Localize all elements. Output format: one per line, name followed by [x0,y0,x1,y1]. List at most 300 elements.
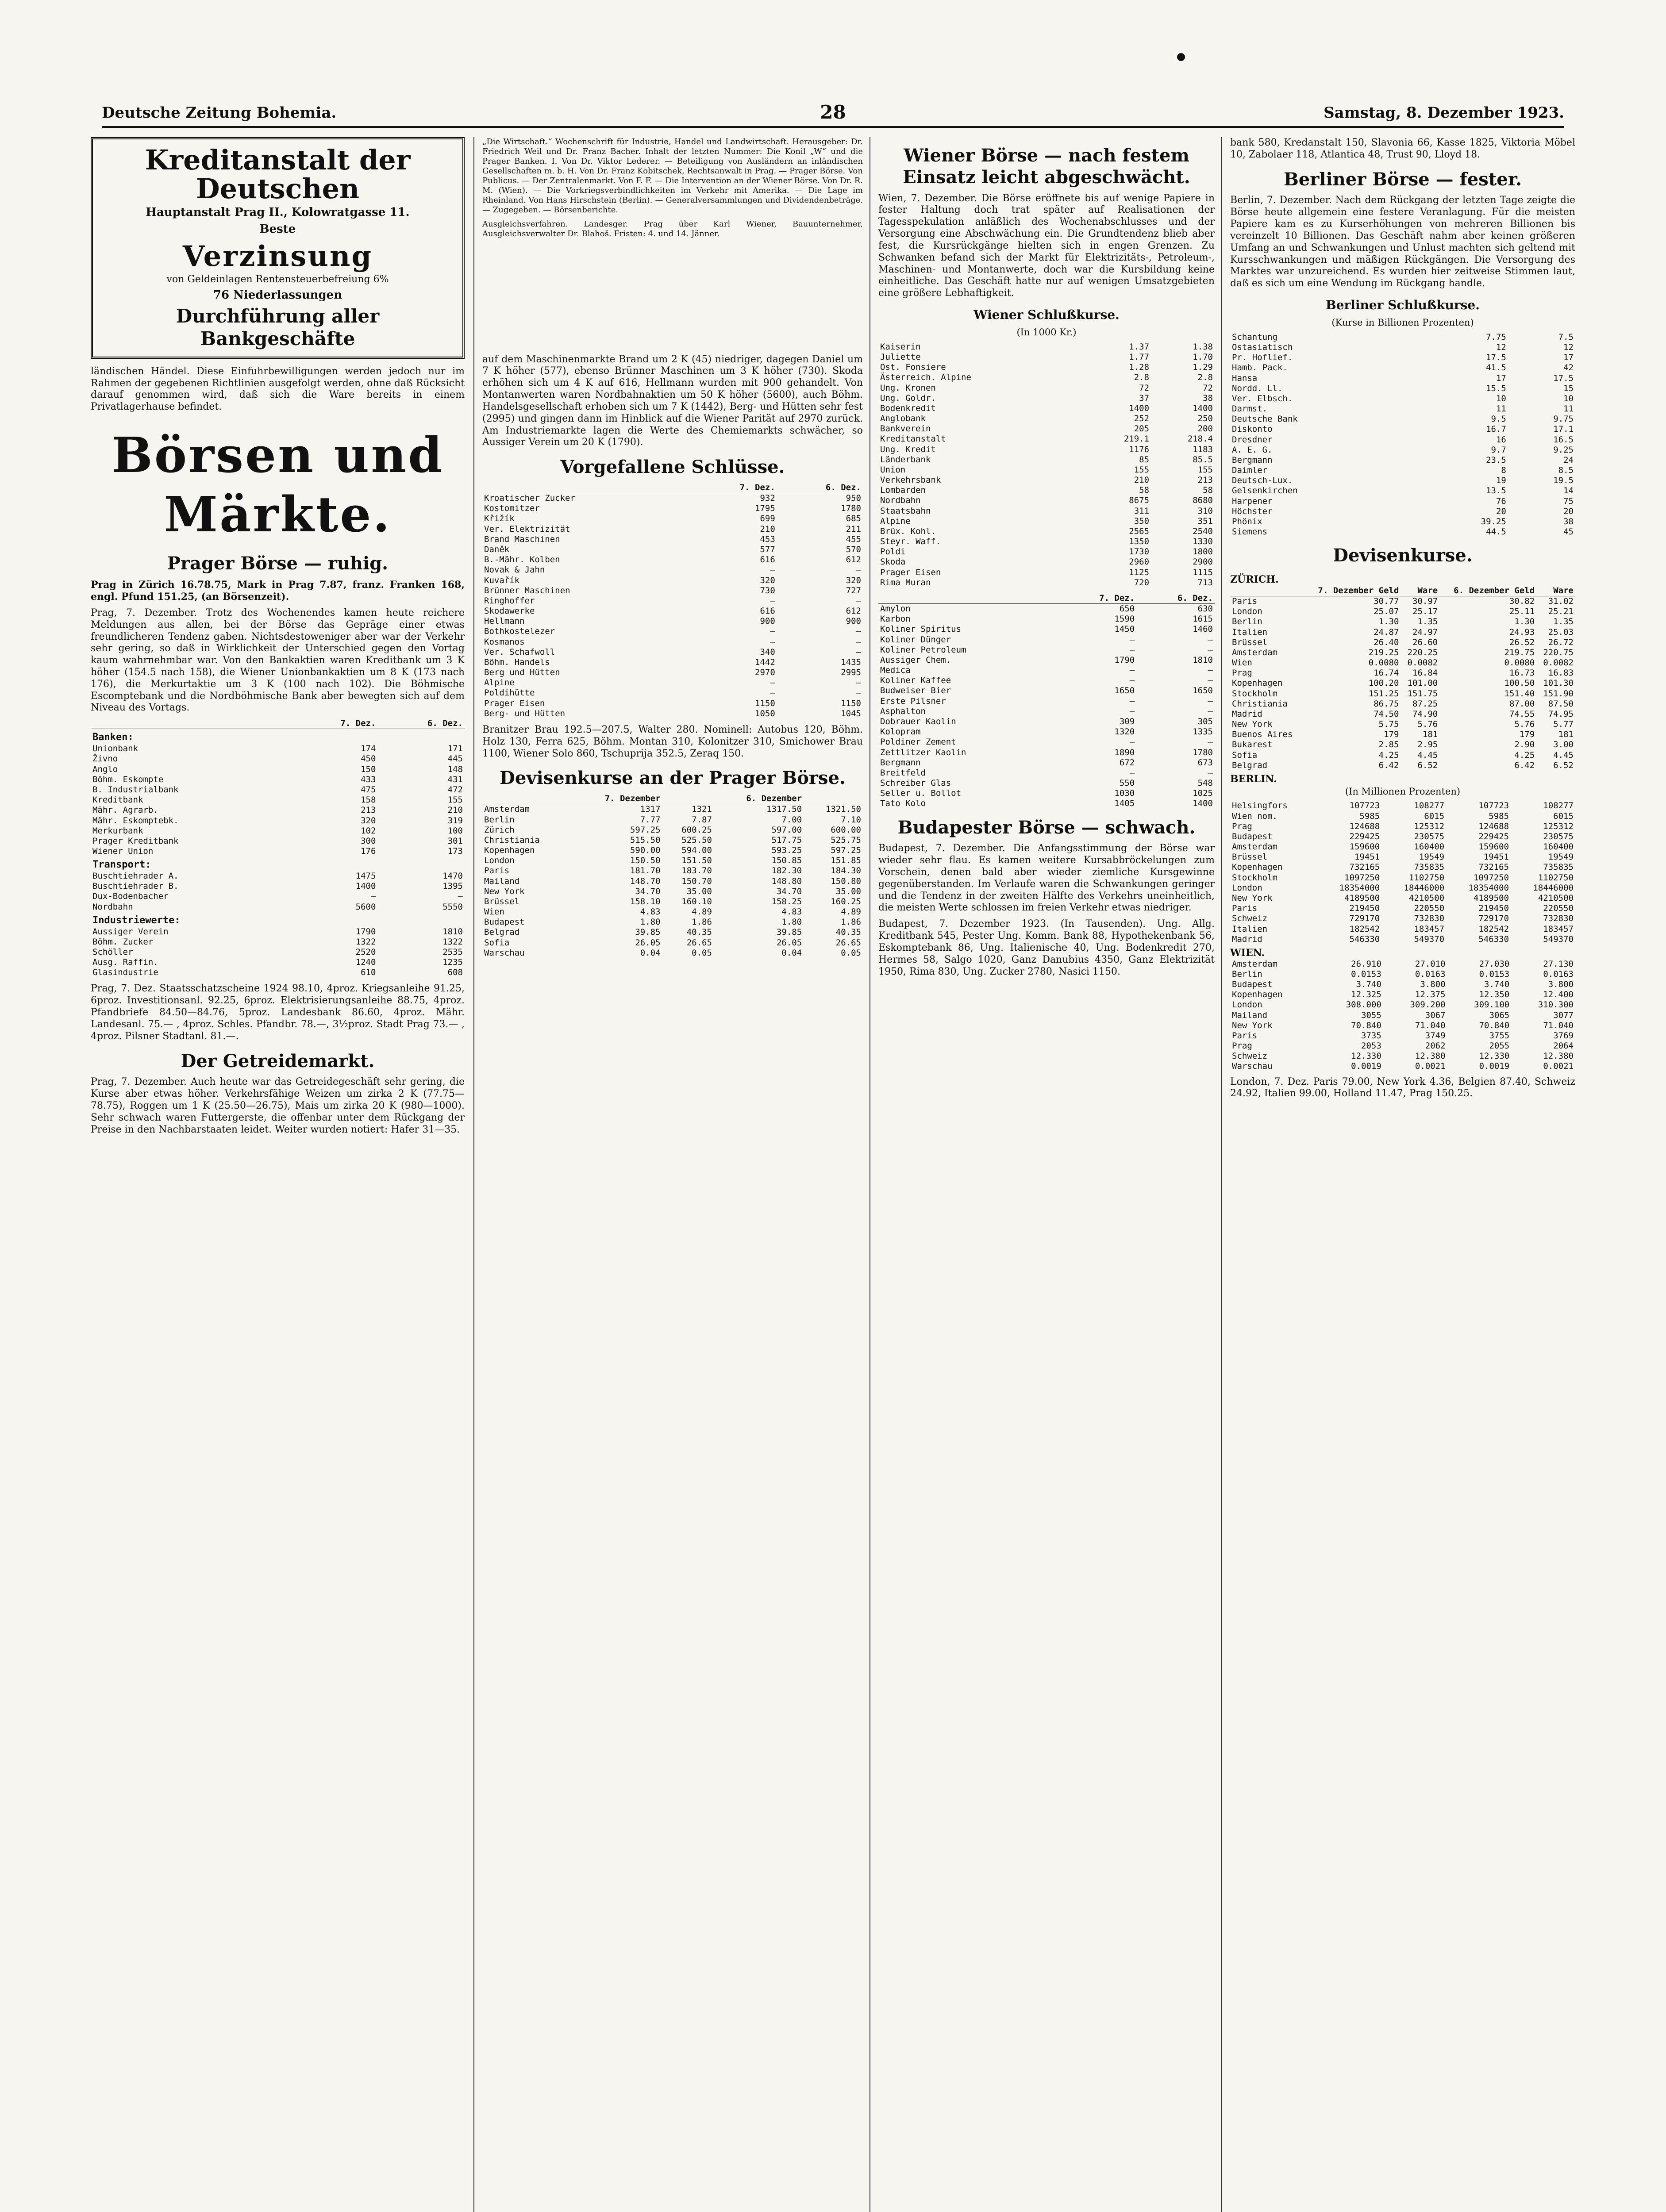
table-row [1230,342,1575,353]
table-cell: Ost. Fonsiere [880,362,946,373]
table-cell: 301 [447,836,463,846]
table-cell: 472 [447,785,463,795]
table-cell: Amylon [880,604,911,614]
table-cell: 12 [1496,342,1506,353]
table-row [91,937,465,947]
table-row [91,871,465,881]
table-cell: Koliner Dünger [880,634,951,645]
table-cell: Helsingfors [1232,801,1288,811]
table-cell: 25.03 [1548,627,1574,637]
table-cell: Brünner Maschinen [484,585,570,595]
table-cell: 16.84 [1412,668,1438,678]
table-cell: — [770,678,775,688]
table-cell: 5600 [355,902,376,912]
table-cell: 148.80 [771,876,802,886]
table-cell: 181 [1422,730,1438,740]
table-cell: 4210500 [1409,893,1445,903]
table-cell: 155 [1134,465,1150,475]
table-row [1230,979,1575,990]
table-cell: 17.1 [1553,424,1574,434]
table-cell: 0.0021 [1543,1061,1574,1071]
table-cell: 1097250 [1473,872,1509,883]
table-cell: Böhm. Zucker [92,937,154,947]
table-cell: 26.60 [1412,637,1438,647]
table-cell: 4.45 [1553,750,1574,760]
table-cell: 158.25 [771,896,802,906]
table-cell: Paris [484,866,510,876]
table-row [878,645,1215,655]
table-cell: Mailand [484,876,520,886]
table-cell: 150 [361,764,376,774]
table-row [1230,353,1575,363]
table-cell: Darmst. [1232,404,1268,414]
table-cell: 16.5 [1553,434,1574,445]
table-row [91,816,465,826]
table-cell: Phönix [1232,516,1262,526]
table-cell: 0.0153 [1479,969,1510,979]
table-cell: Rima Muran [880,577,931,588]
table-cell: 1790 [355,926,376,937]
devisen-wien-table [1230,959,1575,1072]
table-row [878,758,1215,768]
table-cell: Gelsenkirchen [1232,486,1298,496]
table-cell: Schöller [92,947,133,957]
table-row [878,727,1215,737]
table-cell: 218.4 [1187,434,1213,444]
table-cell: 158.10 [630,896,661,906]
table-row [1230,852,1575,862]
table-cell: 16.7 [1486,424,1506,434]
table-cell: 0.0019 [1351,1061,1381,1071]
table-cell: 616 [760,606,775,616]
table-cell: 0.0080 [1368,658,1399,668]
table-cell: 100 [447,826,463,836]
table-row [482,493,863,504]
schluesse-table-1 [91,718,465,978]
table-row [482,699,863,709]
table-cell: 300 [361,836,376,846]
table-cell: 1150 [841,698,861,708]
table-cell: 250 [1197,414,1213,424]
col-header: 6. Dez. [377,718,465,729]
table-cell: 1102750 [1538,872,1574,883]
table-cell: 2520 [355,947,376,957]
table-cell: 5985 [1489,811,1509,821]
table-cell: 211 [846,524,861,534]
table-cell: 200 [1197,424,1213,434]
table-row [1230,689,1575,699]
table-cell: 87.25 [1412,699,1438,709]
table-row [878,768,1215,778]
table-cell: 17 [1563,353,1574,363]
table-row [482,825,863,835]
table-row [1230,883,1575,893]
table-cell: 151.25 [1368,688,1399,699]
table-cell: Belgrad [1232,760,1268,770]
table-row [878,676,1215,686]
table-cell: 732165 [1349,862,1380,872]
table-cell: 17.5 [1486,353,1506,363]
table-cell: 1400 [1193,403,1213,413]
table-cell: 900 [760,616,775,626]
col-header: Ware [1401,586,1439,596]
getreide-text: Prag, 7. Dezember. Auch heute war das Getreidegeschäft sehr gering, die Kurse aber etwas höher. Verkehrsfähige Weizen um zirka 2 K (77.75—78.75), Roggen um 1 K (25.50—26.75), Mais um zirka 20 K (980—1000). Sehr schwach waren Futtergerste, die offenbar unter dem Rückgang der Preise in den Nachbarstaaten leidet. Weiter wurden notiert: Hafer 31—35. [91,1076,465,1135]
table-cell: 610 [361,968,376,978]
table-cell: Ver. Schafwoll [484,647,555,657]
table-cell: 179 [1519,730,1535,740]
ad-branch: Hauptanstalt Prag II., Kolowratgasse 11. [146,206,410,219]
getreide-title: Der Getreidemarkt. [181,1050,375,1071]
table-row [878,578,1215,588]
table-row [91,805,465,815]
table-row [878,403,1215,414]
table-cell: 181 [1558,730,1574,740]
table-cell: 309.200 [1410,1000,1446,1010]
table-cell: 31.02 [1548,596,1574,607]
table-cell: 71.040 [1415,1020,1446,1030]
table-cell: 25.07 [1374,607,1399,617]
table-cell: Poldihütte [484,688,535,698]
table-row [1230,903,1575,914]
table-cell: 1395 [442,881,463,891]
table-cell: 4.83 [640,907,661,917]
table-cell: Brüssel [1232,852,1268,862]
table-cell: Warschau [484,948,525,958]
table-cell: Anglobank [880,414,926,424]
table-cell: — [1129,768,1135,778]
table-cell: 549370 [1543,934,1574,944]
berlin-devisen-title: BERLIN. [1230,773,1277,785]
column-rule [473,137,474,2212]
schluesse-title: Vorgefallene Schlüsse. [560,457,785,478]
table-cell: 6.42 [1514,760,1535,770]
table-cell: 1125 [1129,567,1150,577]
table-cell: Kreditbank [92,795,143,805]
table-cell: 23.5 [1486,455,1506,465]
table-cell: 1330 [1193,537,1213,547]
table-cell: 0.04 [640,948,661,958]
table-cell: 124688 [1349,821,1380,831]
table-cell: Buenos Aires [1232,730,1293,740]
table-row [878,455,1215,465]
table-cell: Berg und Hütten [484,668,560,678]
table-cell: 6.52 [1553,760,1574,770]
table-cell: 20 [1496,506,1506,516]
table-row [878,748,1215,758]
table-cell: 1.35 [1553,617,1574,627]
table-cell: 1320 [1114,727,1135,737]
wiener-table [878,342,1215,588]
table-cell: 182542 [1478,924,1509,934]
table-cell: Stockholm [1232,872,1277,883]
table-cell: 1.86 [692,917,712,927]
table-cell: Merkurbank [92,826,143,836]
table-cell: 351 [1197,516,1213,526]
table-row [1230,465,1575,476]
table-row [91,764,465,775]
table-cell: Länderbank [880,454,931,465]
table-row [482,555,863,565]
table-row [878,495,1215,506]
schluesse-table-3 [878,593,1215,809]
table-cell: 183.70 [681,866,712,876]
table-row [1230,730,1575,740]
berlin-table [1230,332,1575,537]
table-row [878,614,1215,624]
table-cell: 148 [447,764,463,774]
table-row [878,424,1215,434]
table-cell: — [770,626,775,637]
table-cell: 182542 [1349,924,1380,934]
table-cell: 18446000 [1404,883,1445,893]
wien-devisen-title: WIEN. [1230,947,1265,959]
table-cell: 44.5 [1486,527,1506,537]
table-row [1230,658,1575,668]
table-cell: 9.75 [1553,414,1574,424]
table-cell: 102 [361,826,376,836]
table-cell: 27.130 [1543,959,1574,969]
table-cell: 0.0019 [1479,1061,1510,1071]
table-cell: 310.300 [1538,1000,1574,1010]
table-cell: 1.30 [1514,617,1535,627]
table-cell: 1050 [755,708,775,718]
table-row [1230,893,1575,903]
table-cell: 229425 [1478,831,1509,841]
table-cell: 2053 [1361,1041,1381,1051]
table-row [1230,914,1575,924]
table-cell: Brüx. Kohl. [880,526,936,536]
table-cell: 213 [1197,475,1213,485]
table-row [1230,648,1575,658]
table-cell: 6015 [1553,811,1574,821]
table-cell: Bodenkredit [880,403,936,413]
table-cell: 39.85 [776,927,802,937]
table-cell: 39.85 [635,927,661,937]
table-cell: 11 [1563,404,1574,414]
table-cell: 0.0080 [1504,658,1535,668]
table-cell: 42 [1563,363,1574,373]
table-row [482,709,863,719]
column-rule [1221,137,1222,2212]
table-cell: Koliner Spiritus [880,624,962,634]
table-cell: New York [1232,1020,1273,1030]
table-cell: Italien [1232,924,1268,934]
table-cell: Kolopram [880,727,921,737]
table-row [1230,637,1575,648]
table-row [91,785,465,795]
table-cell: 86.75 [1374,699,1399,709]
table-cell: 24.93 [1509,627,1535,637]
table-row [878,737,1215,747]
table-cell: 1890 [1114,747,1135,757]
table-cell: 630 [1197,604,1213,614]
table-row [482,917,863,927]
table-cell: 0.05 [841,948,861,958]
table-row [1230,801,1575,811]
table-cell: — [458,891,463,902]
table-cell: 1115 [1193,567,1213,577]
table-cell: Prag [1232,1041,1252,1051]
table-cell: 7.00 [781,814,802,825]
table-cell: 7.77 [640,814,661,825]
table-cell: 230575 [1414,831,1445,841]
table-cell: 20 [1563,506,1574,516]
table-cell: 108277 [1414,801,1445,811]
table-cell: 125312 [1543,821,1574,831]
table-row [482,845,863,856]
table-row [1230,424,1575,434]
rest-text: Branitzer Brau 192.5—207.5, Walter 280. Nominell: Autobus 120, Böhm. Holz 130, Ferra 625, Böhm. Montan 310, Kolonitzer 310, Smichower Brau 1100, Wiener Solo 860, Tschuprija 352.5, Zeraq 150. [482,724,863,759]
table-cell: 8680 [1193,495,1213,506]
table-row [1230,404,1575,414]
table-cell: 1235 [442,957,463,968]
table-cell: 210 [760,524,775,534]
table-cell: Ung. Goldr. [880,393,936,403]
table-cell: — [770,565,775,575]
table-cell: 3055 [1361,1010,1381,1020]
table-row [1230,517,1575,527]
table-cell: 12.380 [1415,1051,1446,1061]
issue-date: Samstag, 8. Dezember 1923. [1324,104,1564,122]
table-row [1230,1000,1575,1010]
table-section-label: Banken: [92,732,134,743]
table-cell: Brand Maschinen [484,534,560,544]
table-row [91,775,465,785]
table-cell: 210 [1134,475,1150,485]
table-cell: 9.5 [1491,414,1506,424]
table-row [482,927,863,937]
table-row [482,545,863,555]
table-row [482,637,863,647]
table-cell: 1.35 [1417,617,1438,627]
table-row [878,526,1215,537]
table-row [482,897,863,907]
table-cell: 219.1 [1123,434,1150,444]
table-cell: — [856,637,861,647]
table-cell: Lombarden [880,485,926,495]
table-cell: Paris [1232,903,1258,914]
table-row [91,729,465,744]
table-cell: Novak & Jahn [484,565,545,575]
table-cell: 12.330 [1351,1051,1381,1061]
table-row [878,604,1215,614]
table-cell: — [1208,737,1213,747]
table-cell: 1176 [1129,444,1150,454]
table-cell: 125312 [1414,821,1445,831]
table-cell: Glasindustrie [92,968,158,978]
table-cell: 612 [846,555,861,565]
table-cell: 597.00 [771,825,802,835]
table-cell: 720 [1134,577,1150,588]
table-cell: 732165 [1478,862,1509,872]
table-cell: 1.86 [841,917,861,927]
table-cell: 311 [1134,506,1150,516]
table-cell: 220550 [1543,903,1574,914]
table-row [1230,455,1575,465]
table-cell: 213 [361,805,376,815]
table-row [878,717,1215,727]
table-cell: 577 [760,544,775,554]
table-row [482,657,863,668]
table-row [1230,924,1575,934]
table-cell: 19549 [1419,852,1445,862]
table-row [1230,1041,1575,1051]
ink-dot [1177,53,1185,61]
table-cell: Ostasiatisch [1232,342,1293,353]
table-row [1230,934,1575,945]
table-cell: 3.740 [1484,979,1510,990]
table-cell: 38 [1563,516,1574,526]
table-cell: Hamb. Pack. [1232,363,1288,373]
table-cell: Prag [1232,668,1252,678]
table-cell: Wien [484,907,504,917]
table-cell: 2.95 [1417,740,1438,750]
table-cell: 181.70 [630,866,661,876]
table-cell: 3.800 [1548,979,1574,990]
zurich-title: ZÜRICH. [1230,574,1279,586]
table-row [878,696,1215,707]
budapest-title: Budapester Börse — schwach. [897,817,1196,838]
table-cell: 4189500 [1344,893,1380,903]
table-cell: 158 [361,795,376,805]
table-cell: Ästerreich. Alpine [880,373,971,383]
table-cell: 8675 [1129,495,1150,506]
table-cell: 1183 [1193,444,1213,454]
table-cell: Belgrad [484,927,520,937]
table-cell: 1615 [1193,614,1213,624]
table-row [1230,719,1575,730]
table-cell: 546330 [1349,934,1380,944]
table-cell: 0.0163 [1543,969,1574,979]
table-cell: 26.72 [1548,637,1574,647]
table-row [878,475,1215,485]
table-cell: 151.85 [831,856,861,866]
table-cell: Ausg. Raffin. [92,957,158,968]
table-cell: 210 [447,805,463,815]
table-row [878,414,1215,424]
table-cell: 2565 [1129,526,1150,536]
table-cell: 310 [1197,506,1213,516]
table-cell: 87.50 [1548,699,1574,709]
table-row [878,557,1215,567]
table-row [482,887,863,897]
table-cell: 101.30 [1543,678,1574,688]
table-cell: 1590 [1114,614,1135,624]
table-cell: 0.0082 [1407,658,1438,668]
table-row [482,534,863,545]
table-cell: 38 [1203,393,1213,403]
table-cell: 151.40 [1504,688,1535,699]
table-cell: Sofia [484,937,510,948]
table-row [482,616,863,626]
table-cell: 7.5 [1558,332,1574,342]
table-cell: 182.30 [771,866,802,876]
table-cell: 594.00 [681,845,712,856]
table-cell: 15 [1563,383,1574,393]
table-cell: 515.50 [630,835,661,845]
table-cell: Breitfeld [880,768,926,778]
table-cell: 453 [760,534,775,544]
table-cell: 350 [1134,516,1150,526]
table-row [1230,373,1575,384]
table-cell: Aussiger Chem. [880,655,951,665]
table-cell: 455 [846,534,861,544]
table-cell: Stockholm [1232,688,1277,699]
table-cell: 16 [1496,434,1506,445]
table-cell: 2.8 [1134,373,1150,383]
table-cell: 76 [1496,496,1506,506]
devisen-prag-table [482,794,863,958]
